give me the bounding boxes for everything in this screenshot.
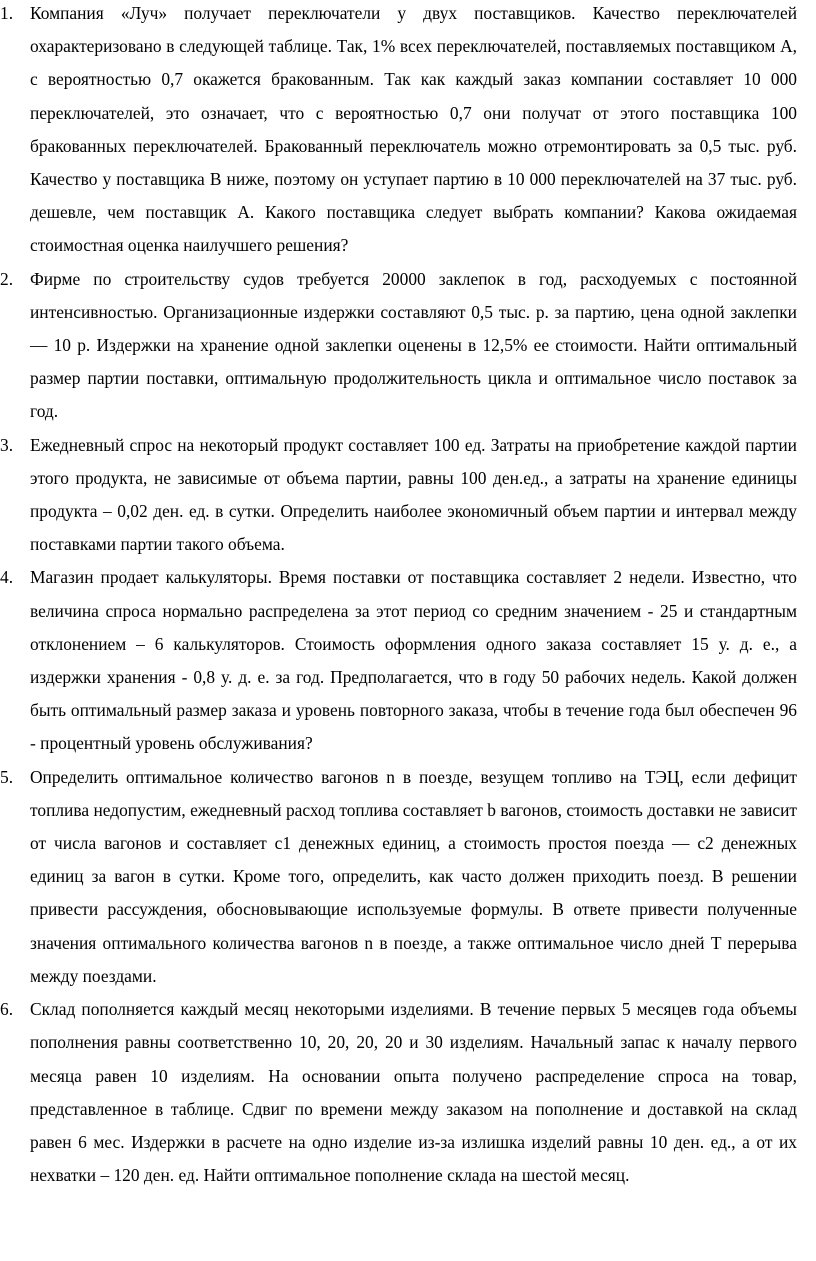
task-number: 1. xyxy=(0,3,14,23)
task-item-6 xyxy=(0,993,816,1192)
task-text: Склад пополняется каждый месяц некоторыми изделиями. В течение первых 5 месяцев года объемы пополнения равны соответственно 10, 20, 20, 20 и 30 изделиям. Начальный запас к началу первого месяца равен 10 изделиям. На основании опыта получено распределение спроса на товар, представленное в таблице. Сдвиг по времени между заказом на пополнение и доставкой на склад равен 6 мес. Издержки в расчете на одно изделие из-за излишка изделий равны 10 ден. ед., а от их нехватки – 120 ден. ед. Найти оптимальное пополнение склада на шестой месяц. xyxy=(30,999,797,1186)
task-number: 6. xyxy=(0,999,14,1020)
task-item-2 xyxy=(0,263,816,429)
task-number: 4. xyxy=(0,567,14,588)
task-number: 3. xyxy=(0,434,14,455)
task-item-1 xyxy=(0,0,816,263)
task-text: Фирме по строительству судов требуется 20000 заклепок в год, расходуемых с постоянной интенсивностью. Организационные издержки составляют 0,5 тыс. р. за партию, цена одной заклепки — 10 р. Издержки на хранение одной заклепки оценены в 12,5% ее стоимости. Найти оптимальный размер партии поставки, оптимальную продолжительность цикла и оптимальное число поставок за год. xyxy=(30,268,797,422)
task-number: 2. xyxy=(0,268,14,289)
task-item-3 xyxy=(0,429,816,562)
task-text: Определить оптимальное количество вагонов n в поезде, везущем топливо на ТЭЦ, если дефицит топлива недопустим, ежедневный расход топлива составляет b вагонов, стоимость доставки не зависит от числа вагонов и составляет c1 денежных единиц, а стоимость простоя поезда — c2 денежных единиц за вагон в сутки. Кроме того, определить, как часто должен приходить поезд. В решении привести рассуждения, обосновывающие используемые формулы. В ответе привести полученные значения оптимального количества вагонов n в поезде, а также оптимальное число дней T перерыва между поездами. xyxy=(30,766,797,986)
task-text: Магазин продает калькуляторы. Время поставки от поставщика составляет 2 недели. Известно, что величина спроса нормально распределена за этот период со средним значением - 25 и стандартным отклонением – 6 калькуляторов. Стоимость оформления одного заказа составляет 15 у. д. е., а издержки хранения - 0,8 у. д. е. за год. Предполагается, что в году 50 рабочих недель. Какой должен быть оптимальный размер заказа и уровень повторного заказа, чтобы в течение года был обеспечен 96 - процентный уровень обслуживания? xyxy=(30,567,797,754)
task-item-5 xyxy=(0,761,816,993)
task-number: 5. xyxy=(0,766,14,787)
task-item-4 xyxy=(0,561,816,760)
task-text: Компания «Луч» получает переключатели у двух поставщиков. Качество переключателей охарактеризовано в следующей таблице. Так, 1% всех переключателей, поставляемых поставщиком А, с вероятностью 0,7 окажется бракованным. Так как каждый заказ компании составляет 10 000 переключателей, это означает, что с вероятностью 0,7 они получат от этого поставщика 100 бракованных переключателей. Бракованный переключатель можно отремонтировать за 0,5 тыс. руб. Качество у поставщика В ниже, поэтому он уступает партию в 10 000 переключателей на 37 тыс. руб. дешевле, чем поставщик А. Какого поставщика следует выбрать компании? Какова ожидаемая стоимостная оценка наилучшего решения? xyxy=(30,3,797,256)
task-text: Ежедневный спрос на некоторый продукт составляет 100 ед. Затраты на приобретение каждой партии этого продукта, не зависимые от объема партии, равны 100 ден.ед., а затраты на хранение единицы продукта – 0,02 ден. ед. в сутки. Определить наиболее экономичный объем партии и интервал между поставками партии такого объема. xyxy=(30,434,797,555)
